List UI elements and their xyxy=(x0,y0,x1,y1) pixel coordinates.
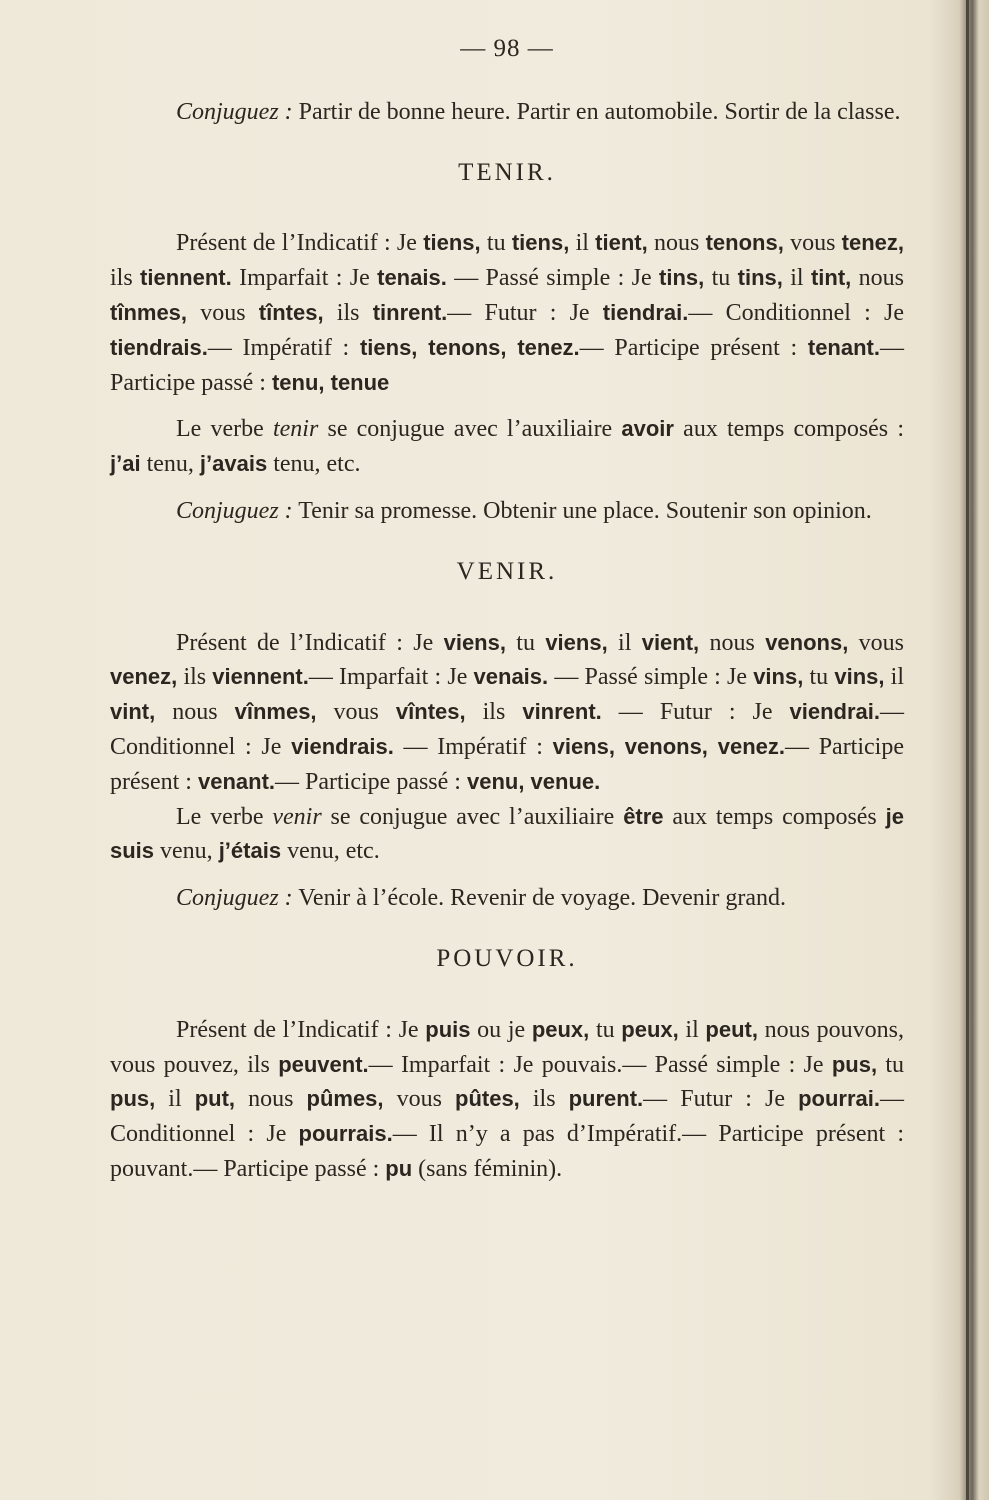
text-run: nous xyxy=(155,699,235,726)
text-run: Présent de l’Indicatif : Je xyxy=(176,1016,426,1043)
bold-verb-form: peux, xyxy=(531,1016,590,1042)
text-run: — Passé simple : Je xyxy=(548,664,754,691)
text-run: — Participe passé : xyxy=(275,768,467,795)
text-run: vous xyxy=(783,230,842,257)
exercise-label: Conjuguez : xyxy=(176,98,293,125)
bold-verb-form: j’ai xyxy=(110,451,141,477)
text-run: ils xyxy=(465,699,523,726)
auxiliary-note-venir xyxy=(110,800,904,870)
bold-verb-form: tenons, xyxy=(705,230,784,256)
bold-verb-form: peux, xyxy=(621,1016,679,1042)
section-title-tenir: TENIR. xyxy=(458,158,556,186)
text-run: il xyxy=(678,1016,706,1043)
bold-verb-form: pus, xyxy=(110,1086,156,1112)
bold-verb-form: viennent. xyxy=(212,664,309,690)
bold-verb-form: venu, venue. xyxy=(466,768,601,794)
text-run: — Conditionnel : Je xyxy=(110,699,905,760)
text-run: il xyxy=(782,265,811,292)
text-run: — Participe passé : xyxy=(110,334,904,396)
bold-verb-form: vînmes, xyxy=(234,699,317,725)
text-run: Présent de l’Indicatif : Je xyxy=(176,629,444,656)
section-title-venir: VENIR. xyxy=(456,557,558,585)
bold-verb-form: tînmes, xyxy=(110,299,188,325)
text-run: — Imparfait : Je pouvais.— Passé simple : Je xyxy=(368,1051,832,1078)
bold-verb-form: tenu, tenue xyxy=(271,369,390,395)
text-run: — Futur : Je xyxy=(601,699,790,726)
bold-verb-form: tint, xyxy=(810,265,852,291)
text-run: tu xyxy=(480,230,512,257)
text-run: il xyxy=(607,629,642,656)
bold-verb-form: tins, xyxy=(737,265,783,291)
text-run: il xyxy=(569,230,596,257)
text-run: ou je xyxy=(470,1016,532,1043)
bold-verb-form: puis xyxy=(425,1016,471,1042)
text-run: (sans féminin). xyxy=(412,1155,563,1182)
bold-verb-form: vint, xyxy=(110,699,156,725)
bold-verb-form: vient, xyxy=(641,629,700,655)
bold-verb-form: tenais. xyxy=(377,265,447,291)
bold-verb-form: viens, venons, venez. xyxy=(552,733,785,759)
text-run: aux temps composés : xyxy=(673,416,904,443)
binding-edge xyxy=(966,0,969,1500)
bold-verb-form: peut, xyxy=(705,1016,758,1042)
text-run: se conjugue avec l’auxiliaire xyxy=(318,416,622,443)
text-run: ils xyxy=(519,1086,569,1113)
bold-verb-form: peuvent. xyxy=(278,1051,369,1077)
bold-verb-form: je suis xyxy=(110,803,904,864)
bold-verb-form: vinrent. xyxy=(522,699,602,725)
text-run: — Participe présent : xyxy=(579,334,808,361)
bold-verb-form: être xyxy=(623,803,664,829)
text-run: ils xyxy=(110,265,141,292)
text-run: nous pouvons, vous pouvez, ils xyxy=(110,1016,904,1078)
bold-verb-form: venez, xyxy=(110,664,178,690)
text-run: — Passé simple : Je xyxy=(446,265,660,292)
text-run: ils xyxy=(323,299,373,326)
text-run: nous xyxy=(647,230,706,257)
bold-verb-form: vîntes, xyxy=(395,699,466,725)
text-run: — Participe présent : xyxy=(110,733,904,795)
text-run: nous xyxy=(235,1086,307,1113)
text-run: — Futur : Je xyxy=(447,299,603,326)
bold-verb-form: tiens, xyxy=(423,230,481,256)
text-run: — Imparfait : Je xyxy=(308,664,474,691)
exercise-label: Conjuguez : xyxy=(176,497,293,524)
bold-verb-form: pûmes, xyxy=(306,1086,384,1112)
exercise-text: Venir à l’école. Revenir de voyage. Devenir grand. xyxy=(298,885,787,912)
text-run: se conjugue avec l’auxiliaire xyxy=(321,803,624,830)
text-run: — Impératif : xyxy=(393,733,553,760)
bold-verb-form: tiennent. xyxy=(140,265,232,291)
text-run: tu xyxy=(505,629,546,656)
intro-exercise xyxy=(110,95,904,130)
bold-verb-form: venais. xyxy=(473,664,549,690)
text-run: vous xyxy=(383,1086,455,1113)
bold-verb-form: tiens, xyxy=(511,230,570,256)
text-run: tenu, etc. xyxy=(267,451,361,478)
bold-verb-form: put, xyxy=(194,1086,236,1112)
bold-verb-form: j’étais xyxy=(218,838,282,864)
bold-verb-form: pourrais. xyxy=(298,1121,393,1147)
auxiliary-note-tenir xyxy=(110,412,904,482)
bold-verb-form: venons, xyxy=(765,629,849,655)
bold-verb-form: tiendrais. xyxy=(110,334,208,360)
text-run: ils xyxy=(177,664,213,691)
text-run: tu xyxy=(803,664,835,691)
text-run: tu xyxy=(877,1051,905,1078)
text-run: venu, etc. xyxy=(281,838,380,865)
page-number: — 98 — xyxy=(460,35,554,62)
bold-verb-form: viendrais. xyxy=(291,733,394,759)
text-run: — Conditionnel : Je xyxy=(688,299,904,326)
conjugation-pouvoir xyxy=(110,1013,904,1187)
text-run: il xyxy=(884,664,905,691)
bold-verb-form: pus, xyxy=(831,1051,878,1077)
text-run: — Impératif : xyxy=(207,334,360,361)
bold-verb-form: tenant. xyxy=(807,334,880,360)
text-run: nous xyxy=(851,265,905,292)
italic-word: venir xyxy=(272,803,322,830)
text-run: venu, xyxy=(154,838,219,865)
bold-verb-form: tiens, tenons, tenez. xyxy=(359,334,580,360)
text-run: aux temps composés xyxy=(663,803,886,830)
text-run: nous xyxy=(699,629,766,656)
bold-verb-form: tient, xyxy=(595,230,648,256)
bold-verb-form: venant. xyxy=(197,768,276,794)
conjugation-tenir xyxy=(110,226,904,400)
text-run: Présent de l’Indicatif : Je xyxy=(176,230,424,257)
bold-verb-form: pûtes, xyxy=(455,1086,520,1112)
text-run: tu xyxy=(589,1016,622,1043)
text-run: — Il n’y a pas d’Impératif.— Participe présent : pouvant.— Participe passé : xyxy=(110,1121,904,1182)
text-run: vous xyxy=(316,699,396,726)
bold-verb-form: pourrai. xyxy=(798,1086,880,1112)
page-content xyxy=(110,32,904,1187)
exercise-tenir xyxy=(110,494,904,529)
section-title-pouvoir: POUVOIR. xyxy=(436,944,578,972)
text-run: — Futur : Je xyxy=(643,1086,799,1113)
conjugation-venir xyxy=(110,626,904,800)
italic-word: tenir xyxy=(272,416,319,443)
bold-verb-form: tins, xyxy=(659,265,705,291)
bold-verb-form: purent. xyxy=(568,1086,644,1112)
bold-verb-form: tinrent. xyxy=(372,299,448,325)
exercise-label: Conjuguez : xyxy=(176,885,293,912)
bold-verb-form: j’avais xyxy=(199,451,268,477)
text-run: Le verbe xyxy=(176,803,273,830)
text-run: vous xyxy=(187,299,259,326)
bold-verb-form: tîntes, xyxy=(258,299,324,325)
exercise-venir xyxy=(110,881,904,916)
bold-verb-form: viens, xyxy=(443,629,506,655)
text-run: tu xyxy=(704,265,738,292)
bold-verb-form: avoir xyxy=(621,416,674,442)
exercise-text: Tenir sa promesse. Obtenir une place. Soutenir son opinion. xyxy=(298,497,872,524)
text-run: il xyxy=(155,1086,195,1113)
text-run: Le verbe xyxy=(176,416,273,443)
bold-verb-form: pu xyxy=(385,1155,413,1181)
text-run: Imparfait : Je xyxy=(231,265,378,292)
text-run: tenu, xyxy=(140,451,200,478)
bold-verb-form: vins, xyxy=(834,664,885,690)
exercise-text: Partir de bonne heure. Partir en automobile. Sortir de la classe. xyxy=(298,98,901,125)
text-run: vous xyxy=(848,629,905,656)
bold-verb-form: viendrai. xyxy=(789,699,881,725)
bold-verb-form: vins, xyxy=(753,664,804,690)
bold-verb-form: tenez, xyxy=(841,230,905,256)
text-run: — Conditionnel : Je xyxy=(110,1086,904,1148)
bold-verb-form: tiendrai. xyxy=(602,299,689,325)
bold-verb-form: viens, xyxy=(545,629,608,655)
